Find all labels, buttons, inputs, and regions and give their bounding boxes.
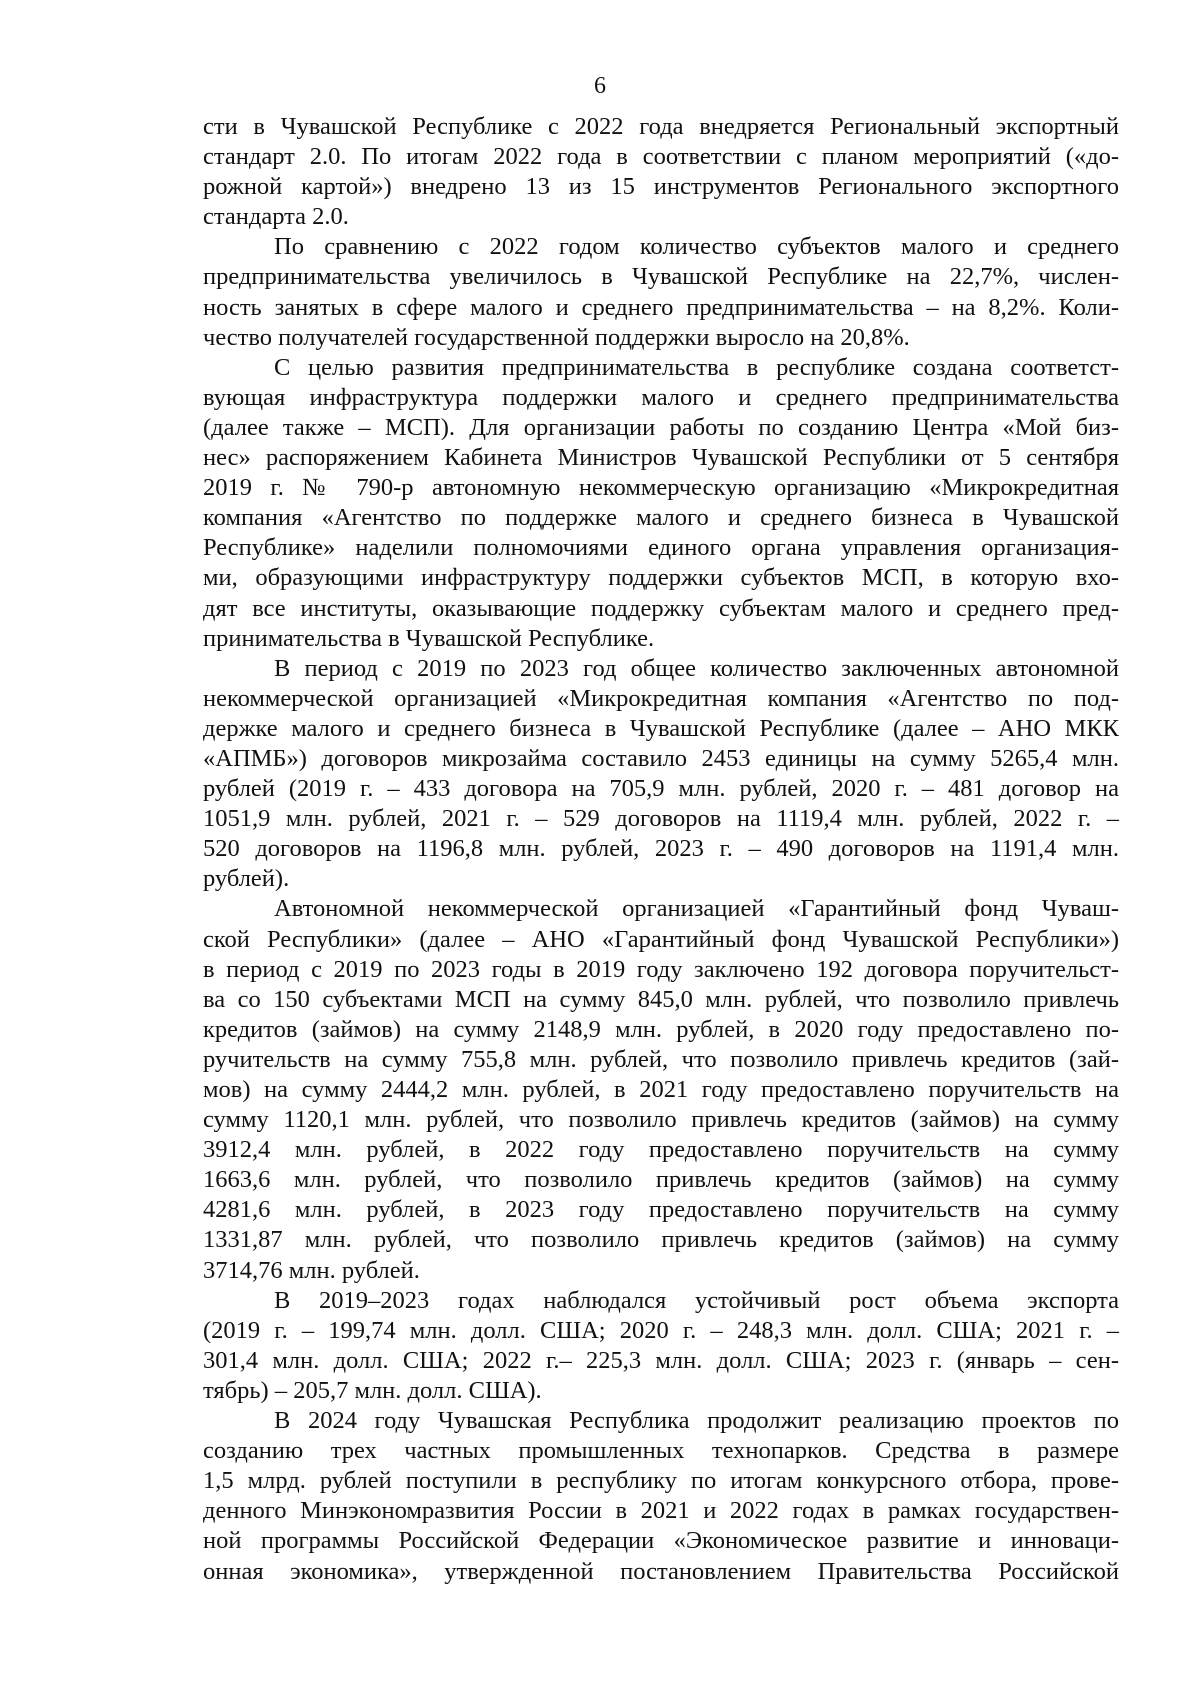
paragraph-last-line [203, 624, 1119, 654]
paragraph-last-line [203, 1376, 1119, 1406]
text-line: предпринимательства увеличилось в Чувашской Республике на 22,7%, числен- [203, 263, 1119, 291]
text-line: В 2024 году Чувашская Республика продолжит реализацию проектов по [274, 1407, 1119, 1435]
text-line: ручительств на сумму 755,8 млн. рублей, что позволило привлечь кредитов (зай- [203, 1045, 1119, 1073]
text-line: денного Минэкономразвития России в 2021 и 2022 годах в рамках государствен- [203, 1497, 1119, 1525]
text-line: стандарта 2.0. [203, 203, 349, 231]
paragraph [203, 112, 1119, 202]
paragraph-last-line [203, 323, 1119, 353]
text-line: держке малого и среднего бизнеса в Чувашской Республике (далее – АНО МКК [203, 714, 1119, 742]
text-line: ми, образующими инфраструктуру поддержки субъектов МСП, в которую вхо- [203, 564, 1119, 592]
text-line: Автономной некоммерческой организацией «Гарантийный фонд Чуваш- [274, 895, 1119, 923]
text-line: онная экономика», утвержденной постановлением Правительства Российской [203, 1557, 1119, 1585]
text-line: ва со 150 субъектами МСП на сумму 845,0 млн. рублей, что позволило привлечь [203, 985, 1119, 1013]
text-line: в период с 2019 по 2023 годы в 2019 году заключено 192 договора поручительст- [203, 955, 1119, 983]
text-line: созданию трех частных промышленных технопарков. Средства в размере [203, 1437, 1119, 1465]
page-number: 6 [594, 73, 606, 99]
text-line: 520 договоров на 1196,8 млн. рублей, 2023 г. – 490 договоров на 1191,4 млн. [203, 835, 1119, 863]
text-line: кредитов (займов) на сумму 2148,9 млн. рублей, в 2020 году предоставлено по- [203, 1015, 1119, 1043]
paragraph [203, 353, 1119, 624]
text-line: нес» распоряжением Кабинета Министров Чувашской Республики от 5 сентября [203, 444, 1119, 472]
text-line: стандарт 2.0. По итогам 2022 года в соответствии с планом мероприятий («до- [203, 143, 1119, 171]
text-line: 3912,4 млн. рублей, в 2022 году предоставлено поручительств на сумму [203, 1136, 1119, 1164]
text-line: ской Республики» (далее – АНО «Гарантийный фонд Чувашской Республики») [203, 925, 1119, 953]
text-line: Республике» наделили полномочиями единого органа управления организация- [203, 534, 1119, 562]
text-line: принимательства в Чувашской Республике. [203, 624, 655, 652]
body-text [203, 112, 1119, 1587]
text-line: тябрь) – 205,7 млн. долл. США). [203, 1376, 542, 1404]
text-line: некоммерческой организацией «Микрокредитная компания «Агентство по под- [203, 684, 1119, 712]
text-line: С целью развития предпринимательства в республике создана соответст- [274, 353, 1119, 381]
text-line: дят все институты, оказывающие поддержку субъектам малого и среднего пред- [203, 594, 1119, 622]
paragraph [203, 654, 1119, 865]
text-line: ной программы Российской Федерации «Экономическое развитие и инновaци- [203, 1527, 1119, 1555]
text-line: 4281,6 млн. рублей, в 2023 году предоставлено поручительств на сумму [203, 1196, 1119, 1224]
paragraph [203, 1406, 1119, 1587]
text-line: рублей (2019 г. – 433 договора на 705,9 млн. рублей, 2020 г. – 481 договор на [203, 775, 1119, 803]
text-line: вующая инфраструктура поддержки малого и среднего предпринимательства [203, 383, 1119, 411]
text-line: 301,4 млн. долл. США; 2022 г.– 225,3 млн. долл. США; 2023 г. (январь – сен- [203, 1346, 1119, 1374]
text-line: «АПМБ») договоров микрозайма составило 2453 единицы на сумму 5265,4 млн. [203, 744, 1119, 772]
text-line: 1,5 млрд. рублей поступили в республику по итогам конкурсного отбора, прове- [203, 1467, 1119, 1495]
text-line: рублей). [203, 865, 290, 893]
text-line: (2019 г. – 199,74 млн. долл. США; 2020 г. – 248,3 млн. долл. США; 2021 г. – [203, 1316, 1119, 1344]
text-line: компания «Агентство по поддержке малого и среднего бизнеса в Чувашской [203, 504, 1119, 532]
paragraph [203, 1286, 1119, 1376]
text-line: 2019 г. № 790-р автономную некоммерческую организацию «Микрокредитная [203, 474, 1119, 502]
text-line: ность занятых в сфере малого и среднего предпринимательства – на 8,2%. Коли- [203, 293, 1119, 321]
text-line: рожной картой») внедрено 13 из 15 инструментов Регионального экспортного [203, 173, 1119, 201]
paragraph [203, 894, 1119, 1255]
text-line: 1051,9 млн. рублей, 2021 г. – 529 договоров на 1119,4 млн. рублей, 2022 г. – [203, 805, 1119, 833]
text-line: В 2019–2023 годах наблюдался устойчивый рост объема экспорта [274, 1286, 1119, 1314]
paragraph-last-line [203, 864, 1119, 894]
text-line: сумму 1120,1 млн. рублей, что позволило привлечь кредитов (займов) на сумму [203, 1106, 1119, 1134]
text-line: В период с 2019 по 2023 год общее количество заключенных автономной [274, 654, 1119, 682]
text-line: чество получателей государственной поддержки выросло на 20,8%. [203, 323, 910, 351]
paragraph-last-line [203, 1256, 1119, 1286]
text-line: сти в Чувашской Республике с 2022 года внедряется Региональный экспортный [203, 113, 1119, 140]
text-line: мов) на сумму 2444,2 млн. рублей, в 2021 году предоставлено поручительств на [203, 1076, 1119, 1103]
text-line: По сравнению с 2022 годом количество субъектов малого и среднего [274, 233, 1119, 261]
text-line: 3714,76 млн. рублей. [203, 1256, 420, 1284]
paragraph-last-line [203, 202, 1119, 232]
text-line: 1663,6 млн. рублей, что позволило привлечь кредитов (займов) на сумму [203, 1166, 1119, 1194]
paragraph [203, 232, 1119, 322]
text-line: (далее также – МСП). Для организации работы по созданию Центра «Мой биз- [203, 413, 1119, 441]
text-line: 1331,87 млн. рублей, что позволило привлечь кредитов (займов) на сумму [203, 1226, 1119, 1254]
